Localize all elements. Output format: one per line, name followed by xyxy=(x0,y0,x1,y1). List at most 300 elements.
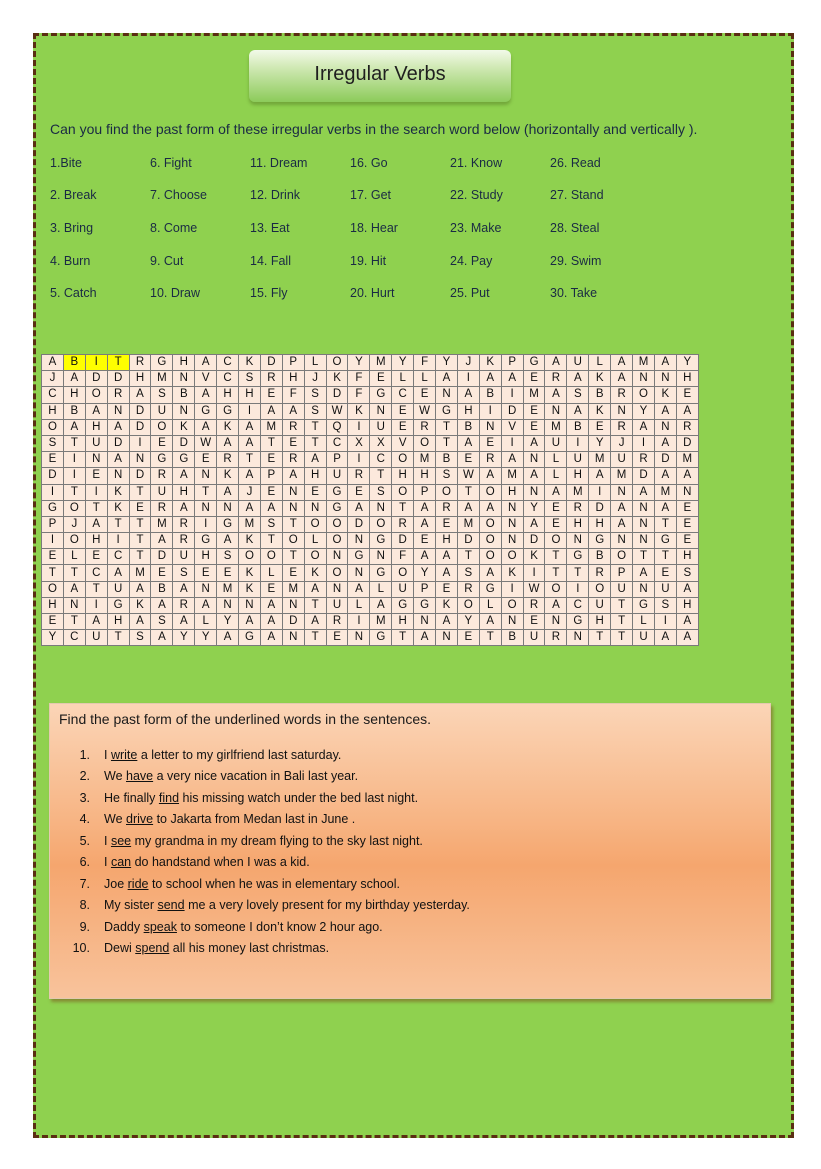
grid-cell: D xyxy=(129,403,151,419)
grid-cell: H xyxy=(676,371,698,387)
grid-cell: A xyxy=(676,468,698,484)
grid-cell: O xyxy=(42,581,64,597)
grid-cell: N xyxy=(85,452,107,468)
grid-cell: H xyxy=(173,355,195,371)
grid-cell: R xyxy=(457,581,479,597)
grid-cell: T xyxy=(392,500,414,516)
grid-cell: I xyxy=(63,452,85,468)
grid-cell: M xyxy=(654,484,676,500)
verb-item: 10. Draw xyxy=(150,286,201,300)
grid-cell: D xyxy=(348,516,370,532)
grid-cell: T xyxy=(129,533,151,549)
grid-cell: D xyxy=(42,468,64,484)
grid-cell: K xyxy=(501,565,523,581)
grid-cell: P xyxy=(282,355,304,371)
grid-cell: A xyxy=(195,355,217,371)
grid-cell: Y xyxy=(348,355,370,371)
grid-cell: L xyxy=(545,452,567,468)
grid-cell: T xyxy=(282,516,304,532)
grid-cell: R xyxy=(436,500,458,516)
verb-item: 30. Take xyxy=(550,286,598,300)
grid-cell: D xyxy=(326,387,348,403)
underlined-verb: speak xyxy=(143,920,177,934)
grid-cell: T xyxy=(63,484,85,500)
grid-cell: O xyxy=(611,549,633,565)
grid-cell: L xyxy=(195,614,217,630)
grid-cell: U xyxy=(151,484,173,500)
grid-cell: A xyxy=(523,516,545,532)
verb-item: 17. Get xyxy=(350,188,391,202)
grid-cell: S xyxy=(457,565,479,581)
grid-cell: C xyxy=(63,630,85,646)
grid-cell: U xyxy=(151,403,173,419)
verb-item: 6. Fight xyxy=(150,156,192,170)
grid-cell: J xyxy=(611,435,633,451)
grid-cell: A xyxy=(545,387,567,403)
grid-cell: Y xyxy=(523,500,545,516)
grid-cell: A xyxy=(42,355,64,371)
grid-cell: N xyxy=(282,500,304,516)
grid-cell: S xyxy=(436,468,458,484)
grid-cell: M xyxy=(414,452,436,468)
grid-cell: G xyxy=(195,403,217,419)
grid-cell: D xyxy=(282,614,304,630)
grid-row xyxy=(42,500,699,516)
grid-cell: T xyxy=(304,597,326,613)
sentence-number: 5. xyxy=(79,834,90,848)
grid-cell: E xyxy=(523,403,545,419)
grid-cell: A xyxy=(611,500,633,516)
grid-cell: S xyxy=(370,484,392,500)
grid-cell: U xyxy=(326,597,348,613)
grid-cell: Y xyxy=(633,403,655,419)
grid-cell: N xyxy=(545,403,567,419)
grid-cell: A xyxy=(611,371,633,387)
grid-cell: R xyxy=(326,614,348,630)
grid-cell: G xyxy=(107,597,129,613)
grid-cell: A xyxy=(217,630,239,646)
exercise-heading: Find the past form of the underlined words in the sentences. xyxy=(59,711,431,727)
grid-cell: N xyxy=(195,581,217,597)
grid-cell: V xyxy=(392,435,414,451)
grid-cell: R xyxy=(282,452,304,468)
grid-cell: E xyxy=(414,533,436,549)
grid-cell: X xyxy=(370,435,392,451)
verb-item: 21. Know xyxy=(450,156,503,170)
grid-cell: O xyxy=(304,549,326,565)
grid-cell: Y xyxy=(676,355,698,371)
grid-cell: G xyxy=(370,387,392,403)
grid-cell: T xyxy=(654,549,676,565)
grid-cell: N xyxy=(611,484,633,500)
grid-cell: Y xyxy=(392,355,414,371)
grid-cell: P xyxy=(326,452,348,468)
grid-cell: U xyxy=(107,581,129,597)
grid-cell: W xyxy=(457,468,479,484)
grid-cell: O xyxy=(479,484,501,500)
grid-cell: E xyxy=(523,371,545,387)
grid-cell: O xyxy=(479,549,501,565)
grid-cell: O xyxy=(479,533,501,549)
grid-cell: I xyxy=(129,435,151,451)
grid-cell: L xyxy=(589,355,611,371)
grid-cell: H xyxy=(589,614,611,630)
grid-cell: O xyxy=(392,484,414,500)
grid-cell: A xyxy=(85,403,107,419)
grid-cell: A xyxy=(611,355,633,371)
grid-cell: M xyxy=(545,419,567,435)
grid-cell: E xyxy=(545,500,567,516)
grid-cell: N xyxy=(217,500,239,516)
grid-cell: K xyxy=(348,403,370,419)
grid-cell: N xyxy=(239,597,261,613)
grid-cell: T xyxy=(436,419,458,435)
grid-cell: T xyxy=(85,500,107,516)
grid-cell: N xyxy=(611,403,633,419)
grid-cell: A xyxy=(457,387,479,403)
grid-cell: O xyxy=(479,516,501,532)
grid-cell: N xyxy=(195,500,217,516)
grid-cell: O xyxy=(151,419,173,435)
grid-cell: A xyxy=(151,597,173,613)
grid-cell: O xyxy=(282,533,304,549)
grid-cell: W xyxy=(326,403,348,419)
grid-cell: T xyxy=(63,565,85,581)
grid-cell: N xyxy=(545,614,567,630)
sentence-number: 9. xyxy=(79,920,90,934)
grid-cell: N xyxy=(436,387,458,403)
grid-cell: A xyxy=(633,565,655,581)
grid-cell: E xyxy=(85,549,107,565)
grid-cell: R xyxy=(107,387,129,403)
sentence-text: He finally find his missing watch under the bed last night. xyxy=(104,791,419,805)
grid-cell: E xyxy=(457,630,479,646)
grid-row xyxy=(42,468,699,484)
grid-cell: S xyxy=(304,403,326,419)
grid-cell: A xyxy=(195,387,217,403)
sentence-text: We drive to Jakarta from Medan last in June . xyxy=(104,812,356,826)
grid-cell: A xyxy=(173,468,195,484)
grid-cell: E xyxy=(129,500,151,516)
grid-cell: N xyxy=(633,581,655,597)
grid-cell: I xyxy=(567,581,589,597)
grid-cell: O xyxy=(545,533,567,549)
underlined-verb: write xyxy=(110,748,138,762)
grid-cell: A xyxy=(195,419,217,435)
grid-cell: A xyxy=(654,468,676,484)
grid-cell: Y xyxy=(414,565,436,581)
grid-cell: M xyxy=(151,516,173,532)
grid-cell: E xyxy=(151,565,173,581)
grid-cell: N xyxy=(129,452,151,468)
sentence-text: I write a letter to my girlfriend last saturday. xyxy=(104,748,342,762)
grid-cell: A xyxy=(479,468,501,484)
verb-item: 11. Dream xyxy=(250,156,308,170)
grid-cell: G xyxy=(370,565,392,581)
grid-cell: C xyxy=(217,371,239,387)
grid-cell: N xyxy=(414,614,436,630)
grid-cell: S xyxy=(173,565,195,581)
grid-cell: T xyxy=(611,614,633,630)
grid-row xyxy=(42,403,699,419)
grid-cell: A xyxy=(239,614,261,630)
grid-cell: N xyxy=(326,549,348,565)
grid-cell: Y xyxy=(173,630,195,646)
grid-cell: M xyxy=(370,355,392,371)
grid-cell: Q xyxy=(326,419,348,435)
grid-cell: N xyxy=(370,500,392,516)
grid-cell: R xyxy=(611,419,633,435)
grid-cell: I xyxy=(589,484,611,500)
grid-cell: C xyxy=(326,435,348,451)
grid-cell: N xyxy=(304,500,326,516)
grid-cell: U xyxy=(85,630,107,646)
sentence-number: 2. xyxy=(79,769,90,783)
grid-cell: G xyxy=(370,533,392,549)
grid-cell: T xyxy=(85,581,107,597)
verb-item: 12. Drink xyxy=(250,188,301,202)
verb-item: 5. Catch xyxy=(50,286,97,300)
grid-cell: S xyxy=(654,597,676,613)
grid-cell: R xyxy=(479,452,501,468)
grid-cell: O xyxy=(326,516,348,532)
grid-cell: O xyxy=(63,500,85,516)
grid-cell: A xyxy=(239,419,261,435)
grid-cell: O xyxy=(392,452,414,468)
grid-cell: B xyxy=(151,581,173,597)
grid-cell: D xyxy=(392,533,414,549)
grid-cell: N xyxy=(348,533,370,549)
grid-cell: R xyxy=(173,597,195,613)
grid-cell: E xyxy=(676,516,698,532)
grid-cell: R xyxy=(151,468,173,484)
grid-cell: A xyxy=(654,355,676,371)
grid-cell: G xyxy=(436,403,458,419)
grid-cell: B xyxy=(457,419,479,435)
grid-cell: A xyxy=(479,371,501,387)
grid-cell: N xyxy=(633,516,655,532)
grid-cell: D xyxy=(129,468,151,484)
grid-cell: A xyxy=(676,403,698,419)
grid-cell: A xyxy=(260,403,282,419)
grid-cell: O xyxy=(633,387,655,403)
grid-cell: K xyxy=(217,468,239,484)
grid-cell: I xyxy=(523,565,545,581)
grid-cell: G xyxy=(567,549,589,565)
grid-cell: K xyxy=(239,355,261,371)
verb-item: 13. Eat xyxy=(250,221,290,235)
grid-cell: I xyxy=(42,484,64,500)
grid-cell: N xyxy=(501,614,523,630)
grid-cell: N xyxy=(370,549,392,565)
grid-cell: A xyxy=(129,581,151,597)
grid-cell: A xyxy=(633,419,655,435)
grid-cell: N xyxy=(523,452,545,468)
grid-cell: B xyxy=(63,355,85,371)
sentence-text: I can do handstand when I was a kid. xyxy=(104,855,310,869)
grid-cell: A xyxy=(633,484,655,500)
grid-cell: U xyxy=(545,435,567,451)
verb-item: 8. Come xyxy=(150,221,198,235)
underlined-verb: see xyxy=(110,834,132,848)
grid-cell: R xyxy=(217,452,239,468)
grid-cell: G xyxy=(633,597,655,613)
grid-cell: E xyxy=(282,565,304,581)
grid-cell: H xyxy=(436,533,458,549)
grid-cell: K xyxy=(479,355,501,371)
grid-cell: K xyxy=(107,484,129,500)
grid-cell: D xyxy=(129,419,151,435)
grid-cell: M xyxy=(523,387,545,403)
grid-cell: T xyxy=(129,484,151,500)
grid-cell: O xyxy=(304,516,326,532)
grid-cell: E xyxy=(260,581,282,597)
grid-cell: R xyxy=(545,630,567,646)
grid-cell: D xyxy=(151,549,173,565)
title-banner xyxy=(249,50,511,102)
grid-cell: E xyxy=(217,565,239,581)
grid-cell: H xyxy=(129,371,151,387)
grid-cell: E xyxy=(436,581,458,597)
sentence-text: Joe ride to school when he was in elementary school. xyxy=(104,877,401,891)
grid-cell: M xyxy=(611,468,633,484)
grid-row xyxy=(42,516,699,532)
grid-cell: J xyxy=(63,516,85,532)
grid-cell: S xyxy=(304,387,326,403)
grid-cell: I xyxy=(85,597,107,613)
instruction-text: Can you find the past form of these irregular verbs in the search word below (horizontally and vertically ). xyxy=(50,121,698,137)
grid-cell: R xyxy=(633,452,655,468)
grid-cell: A xyxy=(239,435,261,451)
grid-cell: T xyxy=(392,630,414,646)
underlined-verb: have xyxy=(126,769,154,783)
grid-cell: E xyxy=(260,387,282,403)
grid-cell: A xyxy=(107,452,129,468)
grid-cell: A xyxy=(479,614,501,630)
grid-cell: G xyxy=(370,630,392,646)
grid-cell: A xyxy=(107,419,129,435)
grid-cell: H xyxy=(567,516,589,532)
grid-row xyxy=(42,387,699,403)
grid-cell: T xyxy=(457,549,479,565)
grid-cell: G xyxy=(567,614,589,630)
grid-cell: G xyxy=(239,630,261,646)
grid-cell: T xyxy=(107,355,129,371)
grid-cell: A xyxy=(589,468,611,484)
grid-cell: H xyxy=(457,403,479,419)
grid-cell: M xyxy=(260,419,282,435)
grid-cell: K xyxy=(107,500,129,516)
grid-cell: T xyxy=(457,484,479,500)
verb-item: 14. Fall xyxy=(250,254,291,268)
grid-cell: E xyxy=(42,549,64,565)
grid-cell: F xyxy=(392,549,414,565)
grid-cell: S xyxy=(151,387,173,403)
grid-cell: E xyxy=(654,565,676,581)
grid-cell: I xyxy=(501,581,523,597)
sentence-text: Daddy speak to someone I don’t know 2 hour ago. xyxy=(104,920,383,934)
grid-cell: K xyxy=(589,371,611,387)
grid-cell: U xyxy=(589,597,611,613)
grid-cell: A xyxy=(63,419,85,435)
grid-cell: A xyxy=(348,581,370,597)
grid-row xyxy=(42,435,699,451)
grid-cell: T xyxy=(633,549,655,565)
grid-cell: A xyxy=(239,468,261,484)
grid-cell: S xyxy=(239,371,261,387)
grid-cell: N xyxy=(348,565,370,581)
grid-cell: N xyxy=(633,533,655,549)
grid-cell: E xyxy=(436,516,458,532)
grid-cell: A xyxy=(436,371,458,387)
grid-cell: R xyxy=(611,387,633,403)
verb-item: 27. Stand xyxy=(550,188,604,202)
grid-cell: O xyxy=(239,549,261,565)
grid-cell: T xyxy=(107,516,129,532)
verb-item: 1.Bite xyxy=(50,156,82,170)
grid-cell: I xyxy=(85,484,107,500)
sentence-text: I see my grandma in my dream flying to the sky last night. xyxy=(104,834,423,848)
grid-cell: O xyxy=(414,435,436,451)
grid-cell: M xyxy=(457,516,479,532)
grid-cell: N xyxy=(501,533,523,549)
grid-cell: T xyxy=(589,630,611,646)
grid-cell: L xyxy=(545,468,567,484)
grid-cell: Y xyxy=(217,614,239,630)
grid-cell: O xyxy=(326,565,348,581)
grid-cell: Y xyxy=(42,630,64,646)
grid-cell: I xyxy=(195,516,217,532)
grid-cell: Y xyxy=(195,630,217,646)
grid-cell: O xyxy=(501,597,523,613)
grid-cell: T xyxy=(63,614,85,630)
grid-cell: G xyxy=(151,452,173,468)
grid-cell: D xyxy=(633,468,655,484)
grid-cell: E xyxy=(195,565,217,581)
grid-cell: A xyxy=(151,630,173,646)
grid-cell: T xyxy=(304,435,326,451)
grid-cell: H xyxy=(282,371,304,387)
grid-cell: I xyxy=(348,614,370,630)
grid-cell: I xyxy=(239,403,261,419)
grid-cell: F xyxy=(348,371,370,387)
grid-cell: A xyxy=(63,581,85,597)
grid-cell: T xyxy=(195,484,217,500)
grid-cell: N xyxy=(501,500,523,516)
underlined-verb: find xyxy=(158,791,180,805)
grid-cell: E xyxy=(151,435,173,451)
grid-cell: E xyxy=(42,452,64,468)
grid-cell: H xyxy=(392,614,414,630)
grid-row xyxy=(42,565,699,581)
grid-cell: T xyxy=(42,565,64,581)
grid-cell: G xyxy=(479,581,501,597)
underlined-verb: spend xyxy=(135,941,170,955)
grid-cell: A xyxy=(414,500,436,516)
verb-item: 4. Burn xyxy=(50,254,91,268)
grid-cell: I xyxy=(567,435,589,451)
grid-cell: H xyxy=(414,468,436,484)
grid-cell: O xyxy=(457,597,479,613)
grid-cell: H xyxy=(501,484,523,500)
grid-cell: T xyxy=(304,630,326,646)
verb-item: 25. Put xyxy=(450,286,490,300)
grid-cell: A xyxy=(436,614,458,630)
grid-cell: T xyxy=(436,435,458,451)
grid-cell: K xyxy=(217,419,239,435)
grid-cell: O xyxy=(589,581,611,597)
grid-cell: A xyxy=(414,630,436,646)
